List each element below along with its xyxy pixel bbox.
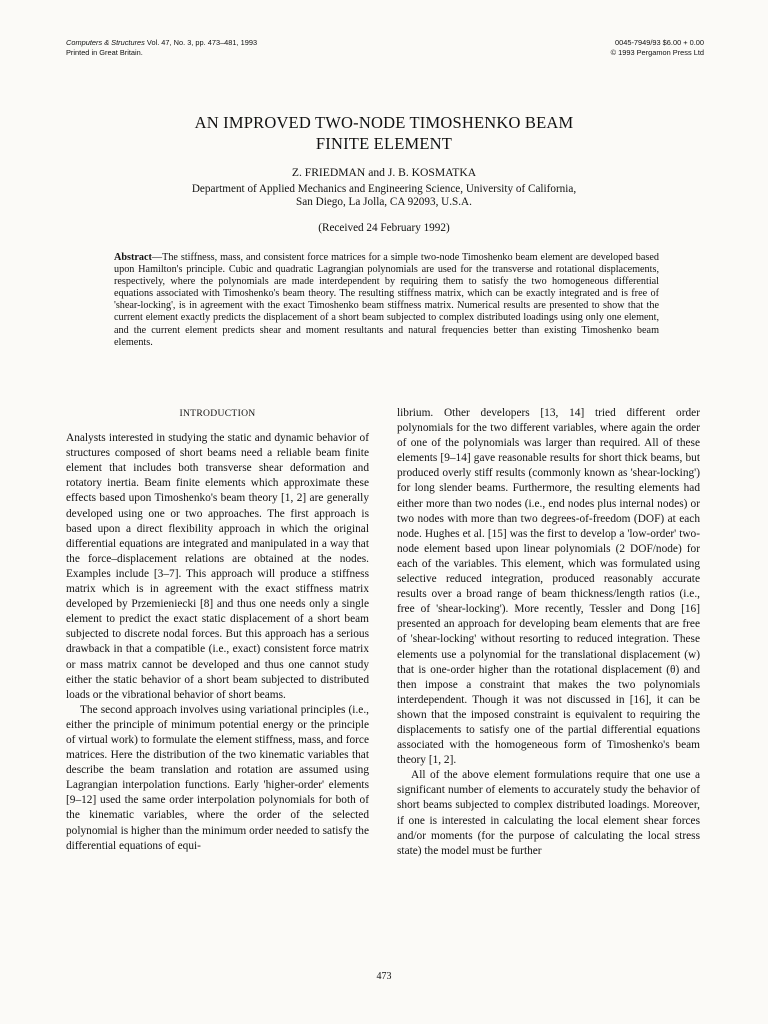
affiliation: [0, 183, 768, 209]
journal-name: Computers & Structures: [66, 38, 145, 47]
paragraph: All of the above element formulations require that one use a significant number of elements to accurately study the behavior of short beams subjected to complex distributed loadings. Moreover, if one is interested in calculating the local element shear forces and/or moments (for the purpose of calculating the local stress state) the model must be further: [397, 769, 700, 857]
paragraph: The second approach involves using variational principles (i.e., either the principle of minimum potential energy or the principle of virtual work) to formulate the element stiffness, mass, and force matrices. Here the distribution of the two kinematic variables that describe the beam translation and rotation are assumed using Lagrangian interpolation functions. Early 'higher-order' elements [9–12] used the same order interpolation polynomials for both of the kinematic variables, where the order of the selected polynomial is higher than the minimum order needed to satisfy the differential equations of equi-: [66, 703, 369, 852]
right-column: [397, 406, 700, 859]
copyright-header: [611, 38, 704, 58]
issn-price: 0045-7949/93 $6.00 + 0.00: [615, 38, 704, 47]
title-line-2: FINITE ELEMENT: [315, 134, 453, 153]
paragraph: librium. Other developers [13, 14] tried different order polynomials for the two different variables, where again the order of one of the polynomials was larger than required. All of these elements [9–14] gave reasonable results for short thick beams, but produced overly stiff results (commonly known as 'shear-locking') for long slender beams. Furthermore, the resulting elements had either more than two nodes (i.e., end nodes plus internal nodes) or two nodes with more than two degrees-of-freedom (DOF) at each node. Hughes et al. [15] was the first to develop a 'low-order' two-node element based upon linear polynomials (2 DOF/node) for each of the variables. This element, which was formulated using selective reduced integration, produced reasonably accurate results over a broad range of beam thickness/length ratios (i.e., free of 'shear-locking'). More recently, Tessler and Dong [16] presented an approach for developing beam elements that are free of 'shear-locking' without resorting to reduced integration. These elements use a polynomial for the translational displacement (w) that is one-order higher than the rotational displacement (θ) and then impose a constraint that makes the two polynomials interdependent. Though it was not discussed in [16], it can be shown that the imposed constraint is equivalent to requiring the displacements to satisfy one of the partial differential equations associated with the homogeneous form of Timoshenko's beam theory [1, 2].: [397, 407, 700, 767]
abstract-label: Abstract: [114, 252, 152, 263]
affiliation-line-1: Department of Applied Mechanics and Engineering Science, University of California,: [191, 183, 577, 195]
printed-in: Printed in Great Britain.: [66, 48, 143, 57]
affiliation-line-2: San Diego, La Jolla, CA 92093, U.S.A.: [296, 196, 472, 208]
abstract-text: —The stiffness, mass, and consistent force matrices for a simple two-node Timoshenko beam element are developed based upon Hamilton's principle. Cubic and quadratic Lagrangian polynomials are used for the transverse and rotational displacements, respectively, where the polynomials are made interdependent by requiring them to satisfy the two homogeneous differential equations associated with Timoshenko's beam theory. The resulting stiffness matrix, which can be exactly integrated and is free of 'shear-locking', is in agreement with the exact Timoshenko beam stiffness matrix. Numerical results are presented to show that the current element exactly predicts the displacement of a short beam subjected to complex distributed loadings using only one element, and the current element predicts shear and moment resultants and natural frequencies better than existing Timoshenko beam elements.: [114, 252, 659, 348]
paper-title: [0, 112, 768, 154]
journal-header: [66, 38, 257, 58]
section-heading-introduction: INTRODUCTION: [179, 408, 256, 419]
title-line-1: AN IMPROVED TWO-NODE TIMOSHENKO BEAM: [194, 113, 574, 132]
page-number: 473: [376, 971, 392, 982]
abstract: [114, 252, 659, 349]
paragraph: Analysts interested in studying the static and dynamic behavior of structures composed of short beams need a reliable beam finite element that includes both transverse shear deformation and rotatory inertia. Beam finite elements which approximate these effects based upon Timoshenko's beam theory [1, 2] are generally developed using one or two approaches. The first approach is based upon a direct flexibility approach in which the original differential equations are integrated and manipulated in a way that the force–displacement relations are obtained at the nodes. Examples include [3–7]. This approach will produce a stiffness matrix which is in agreement with the exact stiffness matrix developed by Przemieniecki [8] and thus one needs only a single element to predict the exact static displacement of a short beam subjected to discrete nodal forces. But this approach has a serious drawback in that a compatible (i.e., exact) consistent force matrix or mass matrix cannot be developed and thus one cannot study either the static behavior of a short beam subjected to distributed loads or the vibrational behavior of short beams.: [66, 432, 369, 701]
received-date: (Received 24 February 1992): [318, 222, 450, 234]
copyright-line: © 1993 Pergamon Press Ltd: [610, 48, 704, 57]
journal-citation-line: [66, 38, 257, 48]
authors: Z. FRIEDMAN and J. B. KOSMATKA: [291, 166, 477, 179]
left-column: [66, 406, 369, 854]
journal-volume: Vol. 47, No. 3, pp. 473–481, 1993: [144, 38, 258, 47]
